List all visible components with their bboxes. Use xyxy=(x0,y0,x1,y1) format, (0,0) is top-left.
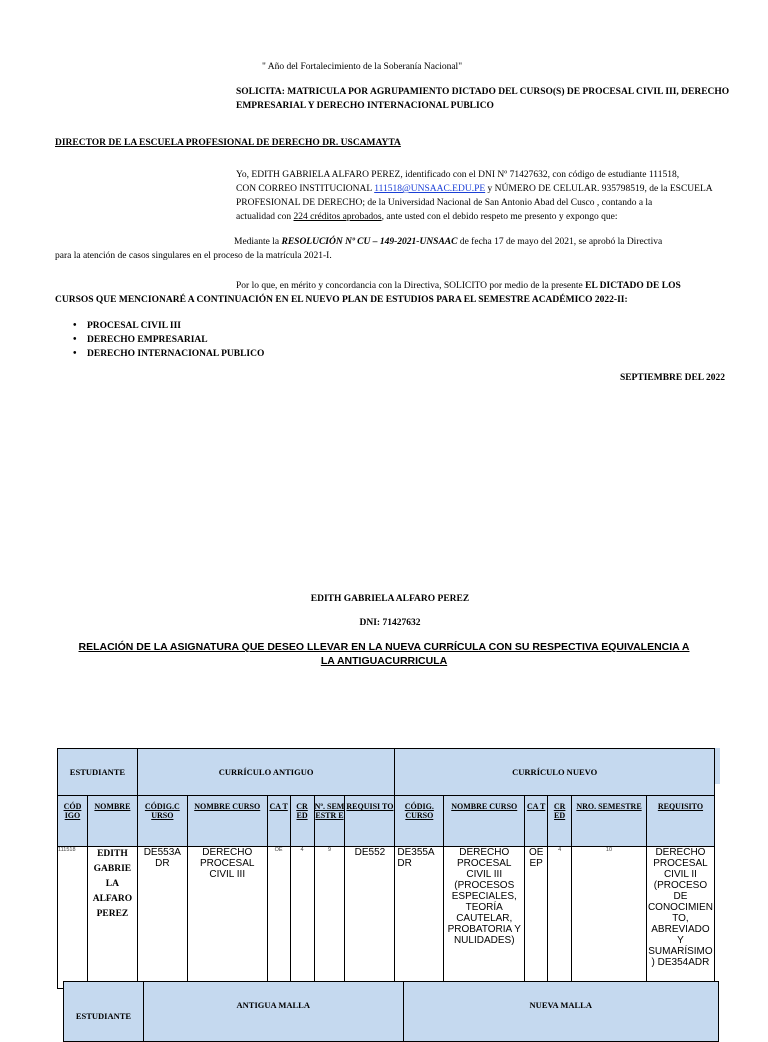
p2-line-1 xyxy=(234,235,662,249)
table-edge-shade xyxy=(715,748,720,784)
cell-sem-old: 9 xyxy=(314,847,345,989)
paragraph-1 xyxy=(236,168,736,224)
group-new-malla-header: NUEVA MALLA xyxy=(403,982,718,1042)
cell-req-old: DE552 xyxy=(345,847,395,989)
cell-cat-new: OE EP xyxy=(525,847,548,989)
cell-cod-curso-old: DE553A DR xyxy=(137,847,187,989)
cell-nombre-curso-old: DERECHO PROCESAL CIVIL III xyxy=(187,847,267,989)
relation-title xyxy=(0,640,768,668)
email-link[interactable]: 111518@UNSAAC.EDU.PE xyxy=(374,184,486,194)
credits-approved: 224 créditos aprobados xyxy=(293,212,382,222)
cell-sem-new: 10 xyxy=(572,847,647,989)
equivalence-table xyxy=(57,748,715,989)
p3-line-2: CURSOS QUE MENCIONARÉ A CONTINUACIÓN EN EL NUEVO PLAN DE ESTUDIOS PARA EL SEMESTRE ACADÉMICO 2022-II: xyxy=(55,295,628,305)
col-cred-new: CR ED xyxy=(548,796,572,847)
cell-codigo: 111518 xyxy=(58,847,88,989)
cell-nombre: EDITH GABRIE LA ALFARO PEREZ xyxy=(87,847,137,989)
p1-line-4-a: actualidad con xyxy=(236,212,294,222)
col-nombre-curso-old: NOMBRE CURSO xyxy=(187,796,267,847)
addressee: DIRECTOR DE LA ESCUELA PROFESIONAL DE DERECHO DR. USCAMAYTA xyxy=(55,138,401,148)
course-item: • PROCESAL CIVIL III xyxy=(55,319,264,333)
col-req-new: REQUISITO xyxy=(646,796,714,847)
col-sem-old: Nº. SEM ESTR E xyxy=(314,796,345,847)
p3-line-1-b: EL DICTADO DE LOS xyxy=(585,281,681,291)
col-nombre-curso-new: NOMBRE CURSO xyxy=(444,796,525,847)
p2-line-1-a: Mediante la xyxy=(234,237,282,247)
p2-line-2: para la atención de casos singulares en el proceso de la matrícula 2021-I. xyxy=(55,251,332,261)
group-student-header-2: ESTUDIANTE xyxy=(64,982,144,1042)
signature-dni: DNI: 71427632 xyxy=(359,618,421,628)
resolution-number: RESOLUCIÓN Nº CU – 149-2021-UNSAAC xyxy=(281,237,458,247)
p1-line-3: PROFESIONAL DE DERECHO; de la Universidad Nacional de San Antonio Abad del Cusco , contando a la xyxy=(236,198,653,208)
p3-line-1-a: Por lo que, en mérito y concordancia con la Directiva, SOLICITO por medio de la presente xyxy=(236,281,586,291)
col-codigo: CÓD IGO xyxy=(58,796,88,847)
group-new-curriculum-header: CURRÍCULO NUEVO xyxy=(395,749,715,796)
cell-nombre-curso-new: DERECHO PROCESAL CIVIL III (PROCESOS ESPECIALES, TEORÍA CAUTELAR, PROBATORIA Y NULIDADES) xyxy=(444,847,525,989)
p1-line-4-b: , ante usted con el debido respeto me presento y expongo que: xyxy=(381,212,618,222)
relation-title-line-1: RELACIÓN DE LA ASIGNATURA QUE DESEO LLEVAR EN LA NUEVA CURRÍCULA CON SU RESPECTIVA EQUIVALENCIA A xyxy=(78,641,690,653)
cell-req-new: DERECHO PROCESAL CIVIL II (PROCESO DE CONOCIMIEN TO, ABREVIADO Y SUMARÍSIMO ) DE354ADR xyxy=(646,847,714,989)
course-item: • DERECHO INTERNACIONAL PUBLICO xyxy=(55,347,264,361)
cell-cred-new: 4 xyxy=(548,847,572,989)
date-line: SEPTIEMBRE DEL 2022 xyxy=(619,373,725,383)
p1-line-2-b: y NÚMERO DE CELULAR. 935798519, de la ESCUELA xyxy=(485,184,713,194)
cell-cat-old: OE xyxy=(267,847,290,989)
p1-line-4 xyxy=(236,210,736,224)
signature-name: EDITH GABRIELA ALFARO PEREZ xyxy=(310,594,470,604)
year-motto: " Año del Fortalecimiento de la Soberanía Nacional" xyxy=(262,62,463,72)
col-nombre: NOMBRE xyxy=(87,796,137,847)
p2-line-1-b: de fecha 17 de mayo del 2021, se aprobó la Directiva xyxy=(457,237,663,247)
group-old-malla-header: ANTIGUA MALLA xyxy=(143,982,403,1042)
course-list xyxy=(55,319,264,361)
col-cat-new: CA T xyxy=(525,796,548,847)
subject-line-1: SOLICITA: MATRICULA POR AGRUPAMIENTO DICTADO DEL CURSO(S) DE PROCESAL CIVIL III, DERECHO xyxy=(236,87,730,97)
col-sem-new: NRO. SEMESTRE xyxy=(572,796,647,847)
p1-line-2-a: CON CORREO INSTITUCIONAL xyxy=(236,184,375,194)
course-item: • DERECHO EMPRESARIAL xyxy=(55,333,264,347)
col-cred-old: CR ED xyxy=(290,796,314,847)
group-old-curriculum-header: CURRÍCULO ANTIGUO xyxy=(137,749,394,796)
cell-cod-curso-new: DE355A DR xyxy=(395,847,444,989)
table-row xyxy=(58,847,715,989)
col-req-old: REQUISI TO xyxy=(345,796,395,847)
col-cat-old: CA T xyxy=(267,796,290,847)
p1-line-2 xyxy=(236,182,736,196)
malla-table xyxy=(63,981,719,1042)
group-student-header: ESTUDIANTE xyxy=(58,749,138,796)
cell-cred-old: 4 xyxy=(290,847,314,989)
col-cod-curso-old: CÓDIG.C URSO xyxy=(137,796,187,847)
p1-line-1: Yo, EDITH GABRIELA ALFARO PEREZ, identificado con el DNI Nº 71427632, con código de estudiante 111518, xyxy=(236,170,680,180)
relation-title-line-2: LA ANTIGUACURRICULA xyxy=(320,655,448,667)
subject-line-2: EMPRESARIAL Y DERECHO INTERNACIONAL PUBLICO xyxy=(236,101,494,111)
col-cod-curso-new: CÓDIG. CURSO xyxy=(395,796,444,847)
p3-line-1 xyxy=(236,279,681,293)
